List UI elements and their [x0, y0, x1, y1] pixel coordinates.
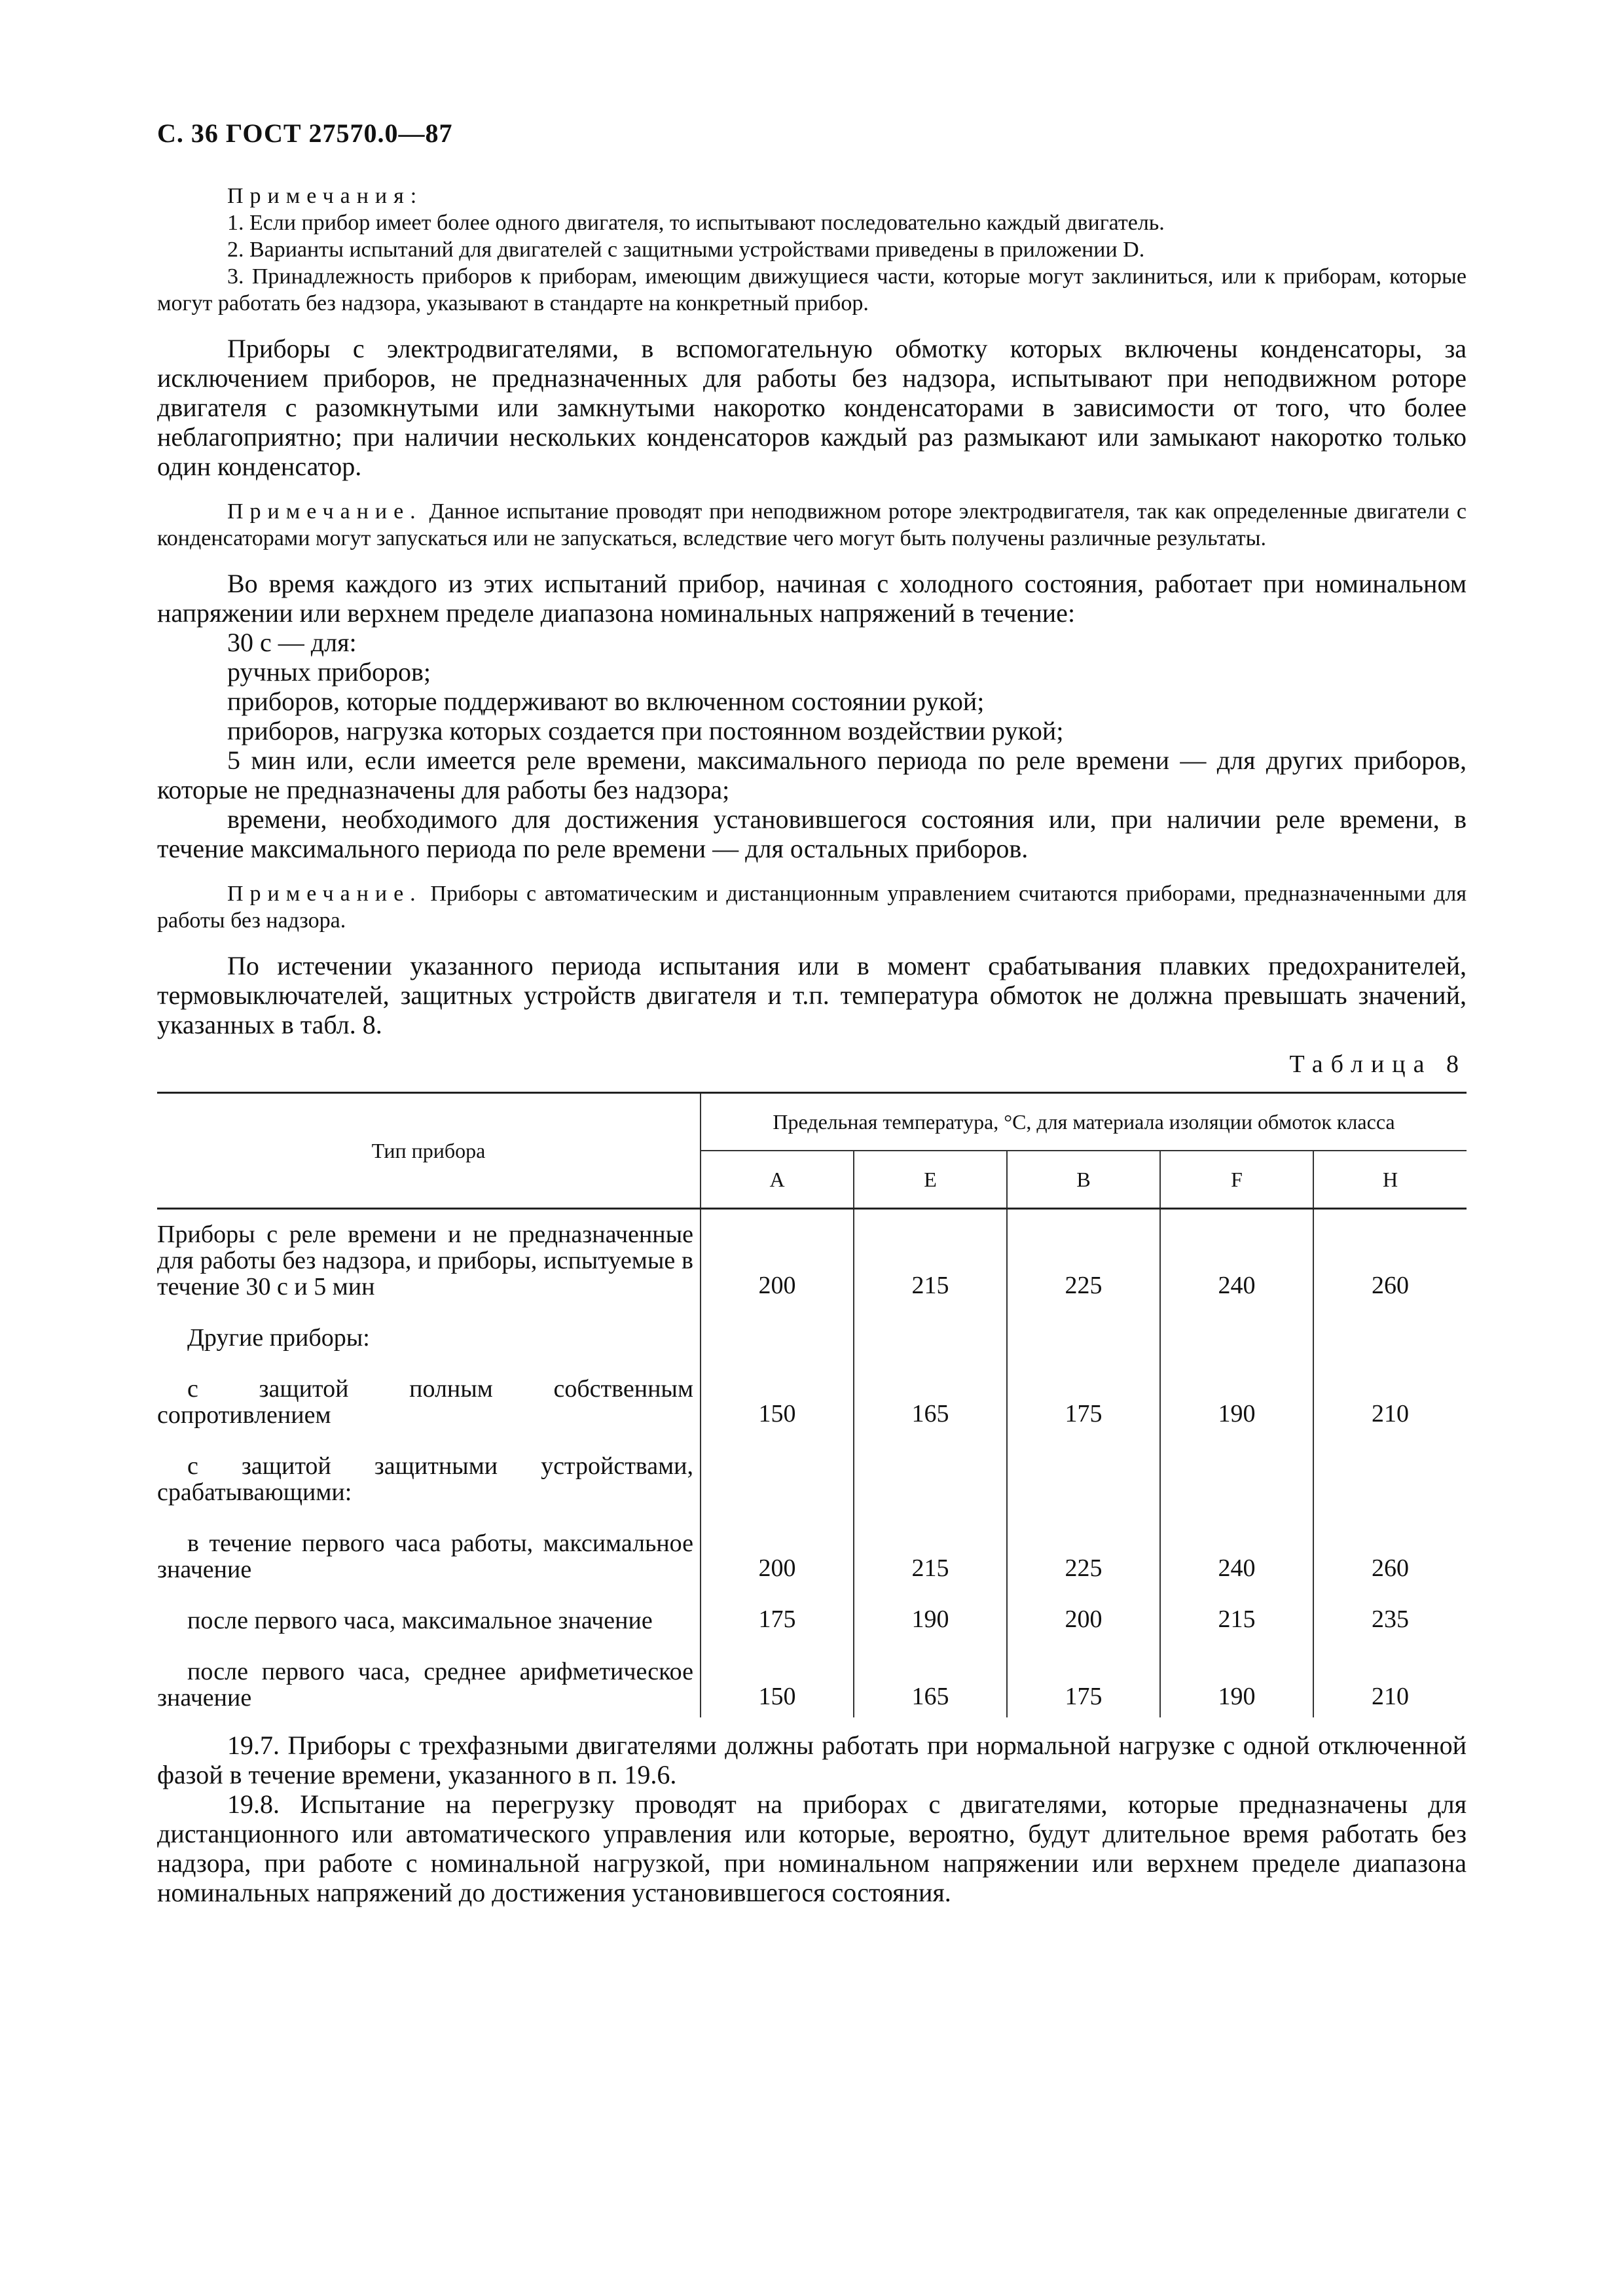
duration-steady: времени, необходимого для достижения установившегося состояния или, при наличии реле времени, в течение максимального периода по реле времени — для остальных приборов.	[157, 804, 1467, 863]
note-text: Приборы с автоматическим и дистанционным управлением считаются приборами, предназначенными для работы без надзора.	[157, 882, 1467, 933]
table-cell	[1007, 1306, 1160, 1357]
table-cell: 215	[854, 1512, 1007, 1589]
note-label: Примечание.	[227, 499, 422, 524]
table-caption: Таблица 8	[1289, 1050, 1467, 1078]
table-cell: 260	[1313, 1512, 1467, 1589]
duration-load: приборов, нагрузка которых создается при постоянном воздействии рукой;	[227, 716, 1064, 745]
paragraph-capacitors: Приборы с электродвигателями, в вспомогательную обмотку которых включены конденсаторы, за исключением приборов, не предназначенных для работы без надзора, испытывают при неподвижном роторе двигателя с разомкнутыми или замкнутыми накоротко конденсаторами в зависимости от того, что более неблагоприятно; при наличии нескольких конденсаторов каждый раз размыкают или замыкают накоротко только один конденсатор.	[157, 334, 1467, 481]
table-cell: 200	[701, 1209, 854, 1307]
table-row	[157, 1209, 1467, 1307]
note-item-1: 1. Если прибор имеет более одного двигателя, то испытывают последовательно каждый двигатель.	[227, 211, 1165, 235]
duration-30s: 30 с — для:	[227, 628, 357, 657]
table-row	[157, 1435, 1467, 1512]
note-text: Данное испытание проводят при неподвижном роторе электродвигателя, так как определенные двигатели с конденсаторами могут запускаться или не запускаться, вследствие чего могут быть получены различные результаты.	[157, 499, 1467, 550]
col-header-class-h: H	[1313, 1151, 1467, 1209]
table-cell: 225	[1007, 1209, 1160, 1307]
table-row	[157, 1589, 1467, 1640]
col-header-class-b: B	[1007, 1151, 1160, 1209]
note-label: Примечание.	[227, 882, 422, 906]
row-label: после первого часа, среднее арифметическое значение	[157, 1658, 693, 1712]
table-cell: 260	[1313, 1209, 1467, 1307]
row-label: Другие приборы:	[187, 1324, 370, 1352]
notes-title: Примечания:	[227, 184, 424, 208]
table-cell: 200	[701, 1512, 854, 1589]
row-label: с защитой защитными устройствами, срабатывающими:	[157, 1452, 693, 1506]
table-cell: 240	[1160, 1209, 1313, 1307]
table-cell: 175	[1007, 1357, 1160, 1435]
table-row	[157, 1512, 1467, 1589]
notes-block	[157, 183, 1467, 317]
table-cell: 235	[1313, 1589, 1467, 1640]
row-label: после первого часа, максимальное значение	[187, 1607, 653, 1634]
table-cell: 190	[1160, 1640, 1313, 1717]
document-page	[157, 118, 1467, 1907]
temperature-table	[157, 1092, 1467, 1717]
clause-19-8: 19.8. Испытание на перегрузку проводят на приборах с двигателями, которые предназначены для дистанционного или автоматического управления или которые, вероятно, будут длительное время работать без надзора, при работе с номинальной нагрузкой, при номинальном напряжении или верхнем пределе диапазона номинальных напряжений до достижения установившегося состояния.	[157, 1789, 1467, 1907]
table-cell: 165	[854, 1357, 1007, 1435]
col-header-class-f: F	[1160, 1151, 1313, 1209]
table-cell: 190	[854, 1589, 1007, 1640]
table-cell	[854, 1435, 1007, 1512]
table-cell	[1007, 1435, 1160, 1512]
table-cell	[854, 1306, 1007, 1357]
table-cell: 240	[1160, 1512, 1313, 1589]
table-cell: 175	[701, 1589, 854, 1640]
table-cell	[701, 1435, 854, 1512]
table-cell	[1160, 1435, 1313, 1512]
table-cell: 150	[701, 1640, 854, 1717]
row-label: в течение первого часа работы, максимальное значение	[157, 1530, 693, 1583]
table-row	[157, 1357, 1467, 1435]
note-test	[157, 498, 1467, 552]
table-row	[157, 1640, 1467, 1717]
duration-held: приборов, которые поддерживают во включенном состоянии рукой;	[227, 687, 985, 716]
test-duration-block	[157, 569, 1467, 863]
row-label: Приборы с реле времени и не предназначенные для работы без надзора, и приборы, испытуемые в течение 30 с и 5 мин	[157, 1221, 693, 1300]
table-cell	[1160, 1306, 1313, 1357]
table-cell: 215	[854, 1209, 1007, 1307]
table-cell: 210	[1313, 1640, 1467, 1717]
table-cell	[1313, 1435, 1467, 1512]
table-cell: 175	[1007, 1640, 1160, 1717]
duration-intro: Во время каждого из этих испытаний прибор, начиная с холодного состояния, работает при номинальном напряжении или верхнем пределе диапазона номинальных напряжений в течение:	[157, 569, 1467, 628]
table-cell	[1313, 1306, 1467, 1357]
table-cell: 150	[701, 1357, 854, 1435]
table-cell	[701, 1306, 854, 1357]
table-cell: 200	[1007, 1589, 1160, 1640]
col-header-class-a: A	[701, 1151, 854, 1209]
table-row	[157, 1306, 1467, 1357]
col-header-type: Тип прибора	[157, 1093, 701, 1209]
note-item-2: 2. Варианты испытаний для двигателей с защитными устройствами приведены в приложении D.	[227, 238, 1145, 262]
duration-5min: 5 мин или, если имеется реле времени, максимального периода по реле времени — для других приборов, которые не предназначены для работы без надзора;	[157, 745, 1467, 804]
duration-hand: ручных приборов;	[227, 657, 431, 687]
table-cell: 165	[854, 1640, 1007, 1717]
table-cell: 225	[1007, 1512, 1160, 1589]
table-cell: 215	[1160, 1589, 1313, 1640]
table-cell: 210	[1313, 1357, 1467, 1435]
col-header-class-e: E	[854, 1151, 1007, 1209]
note-automatic	[157, 880, 1467, 934]
row-label: с защитой полным собственным сопротивлением	[157, 1375, 693, 1429]
note-item-3: 3. Принадлежность приборов к приборам, имеющим движущиеся части, которые могут заклиниться, или к приборам, которые могут работать без надзора, указывают в стандарте на конкретный прибор.	[157, 264, 1467, 315]
table-cell: 190	[1160, 1357, 1313, 1435]
paragraph-limits: По истечении указанного периода испытания или в момент срабатывания плавких предохранителей, термовыключателей, защитных устройств двигателя и т.п. температура обмоток не должна превышать значений, указанных в табл. 8.	[157, 951, 1467, 1039]
page-header: С. 36 ГОСТ 27570.0—87	[157, 118, 453, 148]
clause-19-7: 19.7. Приборы с трехфазными двигателями должны работать при нормальной нагрузке с одной отключенной фазой в течение времени, указанного в п. 19.6.	[157, 1731, 1467, 1789]
col-header-limit: Предельная температура, °С, для материала изоляции обмоток класса	[701, 1093, 1467, 1151]
